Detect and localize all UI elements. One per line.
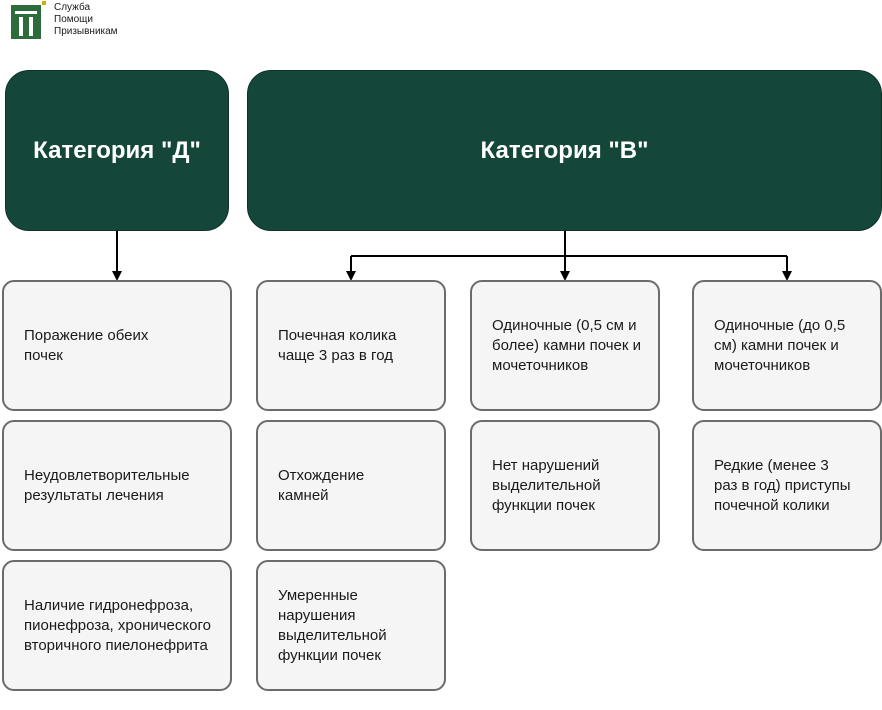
category-v-header [247,70,882,231]
condition-text: Отхождение камней [278,466,365,504]
condition-box [256,420,446,551]
condition-box [692,280,882,411]
condition-text: Почечная колика чаще 3 раз в год [278,326,397,364]
condition-text: Поражение обеих почек [24,326,149,364]
service-logo [10,1,150,43]
condition-box [256,280,446,411]
condition-text: Одиночные (до 0,5 см) камни почек и мочеточников [714,316,846,374]
condition-text: Неудовлетворительные результаты лечения [24,466,190,504]
logo-line-1: Служба [54,2,91,13]
condition-text: Наличие гидронефроза, пионефроза, хронического вторичного пиелонефрита [24,596,211,654]
category-d-title: Категория "Д" [33,136,201,164]
condition-text: Редкие (менее 3 раз в год) приступы почечной колики [714,456,851,514]
condition-box [2,280,232,411]
condition-text: Умеренные нарушения выделительной функции почек [278,586,387,664]
logo-line-2: Помощи [54,14,93,25]
condition-box [256,560,446,691]
condition-box [2,420,232,551]
condition-box [692,420,882,551]
condition-box [470,420,660,551]
service-logo-icon [10,1,48,41]
condition-text: Одиночные (0,5 см и более) камни почек и мочеточников [492,316,641,374]
category-v-title: Категория "В" [480,136,649,164]
logo-text [54,2,118,38]
condition-text: Нет нарушений выделительной функции почек [492,456,601,514]
condition-box [2,560,232,691]
condition-box [470,280,660,411]
category-d-header [5,70,229,231]
logo-line-3: Призывникам [54,26,118,37]
